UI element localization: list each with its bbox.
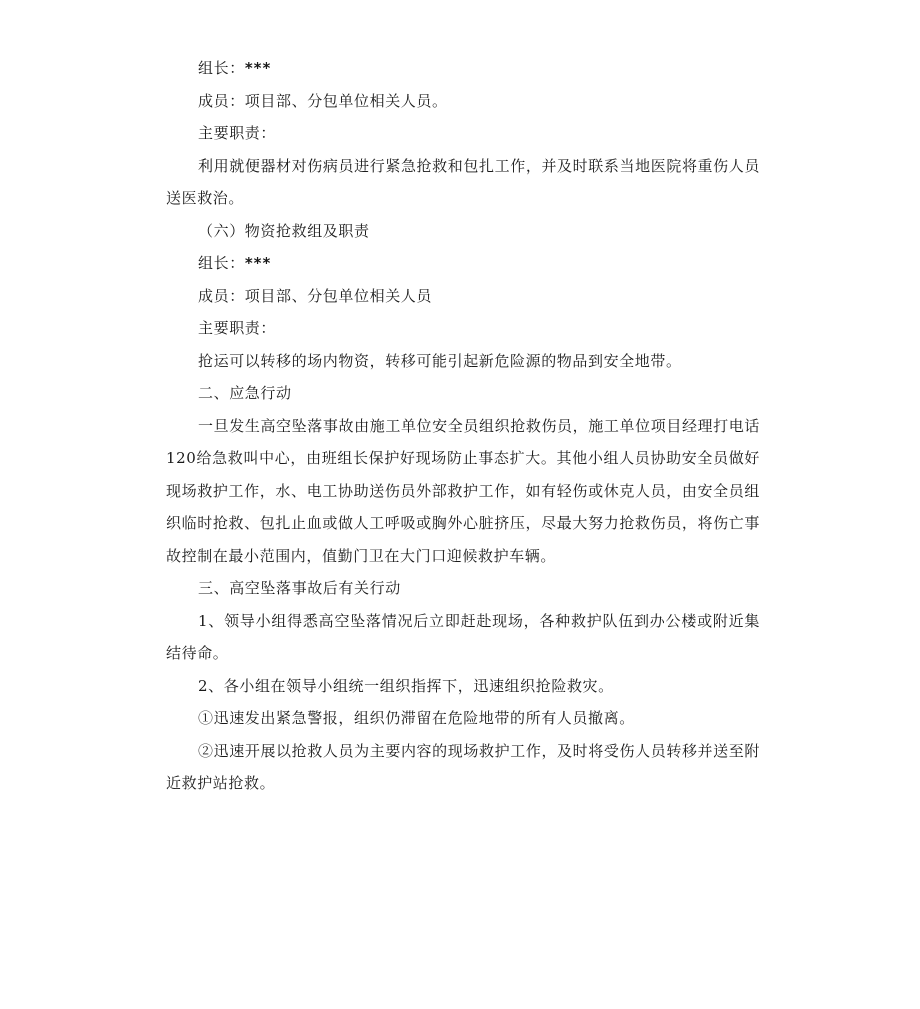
section-heading-emergency-action: 二、应急行动	[198, 384, 292, 402]
duties-text: 利用就便器材对伤病员进行紧急抢救和包扎工作，并及时联系当地医院将重伤人员送医救治。	[166, 156, 760, 207]
members-line: 成员：项目部、分包单位相关人员。	[198, 91, 448, 110]
duties-heading: 主要职责：	[198, 124, 277, 142]
followup-item-1: 1、领导小组得悉高空坠落情况后立即赶赴现场，各种救护队伍到办公楼或附近集结待命。	[166, 611, 760, 662]
team-leader-line	[166, 52, 760, 85]
team-leader-label: 组长：	[198, 59, 245, 77]
team-leader-value-2: ***	[244, 254, 272, 272]
followup-subitem-1: ①迅速发出紧急警报，组织仍滞留在危险地带的所有人员撤离。	[198, 709, 635, 727]
emergency-action-text: 一旦发生高空坠落事故由施工单位安全员组织抢救伤员，施工单位项目经理打电话120给急救叫中心，由班组长保护好现场防止事态扩大。其他小组人员协助安全员做好现场救护工作，水、电工协助送伤员外部救护工作，如有轻伤或休克人员，由安全员组织临时抢救、包扎止血或做人工呼吸或胸外心脏挤压，尽最大努力抢救伤员，将伤亡事故控制在最小范围内，值勤门卫在大门口迎候救护车辆。	[166, 416, 760, 565]
team-leader-line-2	[166, 247, 760, 280]
followup-item-2: 2、各小组在领导小组统一组织指挥下，迅速组织抢险救灾。	[198, 676, 614, 695]
duties-heading-2: 主要职责：	[198, 319, 277, 337]
members-line-2: 成员：项目部、分包单位相关人员	[198, 286, 433, 305]
document-body	[166, 52, 760, 800]
section-heading-six: （六）物资抢救组及职责	[198, 221, 370, 240]
duties-text-2: 抢运可以转移的场内物资，转移可能引起新危险源的物品到安全地带。	[198, 351, 682, 370]
team-leader-label-2: 组长：	[198, 254, 245, 272]
followup-subitem-2: ②迅速开展以抢救人员为主要内容的现场救护工作，及时将受伤人员转移并送至附近救护站抢救。	[166, 741, 760, 792]
section-heading-followup: 三、高空坠落事故后有关行动	[198, 579, 401, 597]
team-leader-value: ***	[244, 59, 272, 77]
